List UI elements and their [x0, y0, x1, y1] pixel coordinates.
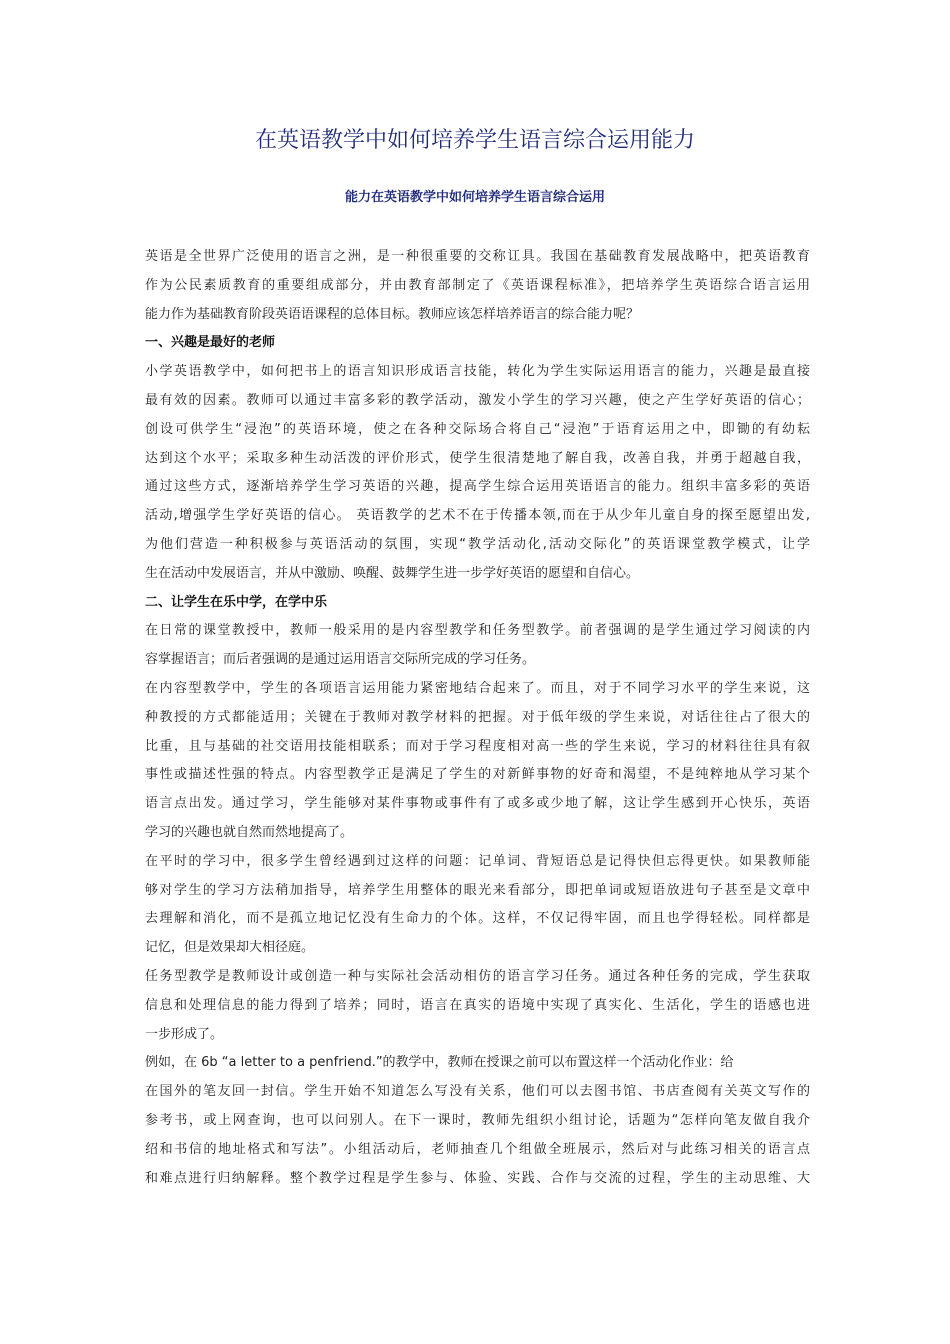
- paragraph-line: 学习的兴趣也就自然而然地提高了。: [145, 824, 354, 840]
- paragraph-line: 一步形成了。: [145, 1026, 224, 1042]
- paragraph-line: 例如，在 6b “a letter to a penfriend.”的教学中，教师在授课之前可以布置这样一个活动化作业：给: [145, 1055, 734, 1071]
- paragraph-line: 和难点进行归纳解释。整个教学过程是学生参与、体验、实践、合作与交流的过程，学生的主动思维、大: [145, 1170, 810, 1186]
- paragraph-line: 作为公民素质教育的重要组成部分，并由教育部制定了《英语课程标准》，把培养学生英语综合语言运用: [145, 277, 810, 293]
- paragraph-line: 在国外的笔友回一封信。学生开始不知道怎么写没有关系，他们可以去图书馆、书店查阅有关英文写作的: [145, 1084, 810, 1100]
- paragraph-line: 容掌握语言；而后者强调的是通过运用语言交际所完成的学习任务。: [145, 652, 536, 668]
- paragraph-line: 小学英语教学中，如何把书上的语言知识形成语言技能，转化为学生实际运用语言的能力，兴趣是最直接: [145, 364, 810, 380]
- paragraph-line: 在日常的课堂教授中，教师一般采用的是内容型教学和任务型教学。前者强调的是学生通过学习阅读的内: [145, 623, 810, 639]
- paragraph-line: 最有效的因素。教师可以通过丰富多彩的教学活动，激发小学生的学习兴趣，使之产生学好英语的信心；: [145, 392, 810, 408]
- paragraph-line: 任务型教学是教师设计或创造一种与实际社会活动相仿的语言学习任务。通过各种任务的完成，学生获取: [145, 968, 810, 984]
- document-subtitle: 能力在英语教学中如何培养学生语言综合运用: [344, 190, 605, 205]
- paragraph-line: 在内容型教学中，学生的各项语言运用能力紧密地结合起来了。而且，对于不同学习水平的学生来说，这: [145, 680, 810, 696]
- paragraph-line: 为他们营造一种积极参与英语活动的氛围，实现“教学活动化,活动交际化”的英语课堂教学模式，让学: [145, 536, 810, 552]
- paragraph-line: 信息和处理信息的能力得到了培养；同时，语言在真实的语境中实现了真实化、生活化，学生的语感也进: [145, 997, 810, 1013]
- paragraph-line: 记忆，但是效果却大相径庭。: [145, 940, 315, 956]
- paragraph-line: 能力作为基础教育阶段英语语课程的总体目标。教师应该怎样培养语言的综合能力呢？: [145, 306, 640, 322]
- paragraph-line: 去理解和消化，而不是孤立地记忆没有生命力的个体。这样，不仅记得牢固，而且也学得轻松。同样都是: [145, 911, 810, 927]
- paragraph-line: 语言点出发。通过学习，学生能够对某件事物或事件有了或多或少地了解，这让学生感到开心快乐，英语: [145, 796, 810, 812]
- paragraph-line: 参考书，或上网查询，也可以问别人。在下一课时，教师先组织小组讨论，话题为“怎样向笔友做自我介: [145, 1112, 810, 1128]
- paragraph-line: 英语是全世界广泛使用的语言之洲，是一种很重要的交称讧具。我国在基础教育发展战略中，把英语教育: [145, 249, 810, 264]
- paragraph-line: 种教授的方式都能适用；关键在于教师对教学材料的把握。对于低年级的学生来说，对话往往占了很大的: [145, 709, 810, 725]
- paragraph-line: 达到这个水平；采取多种生动活泼的评价形式，使学生很清楚地了解自我，改善自我，并勇于超越自我，: [145, 450, 810, 466]
- document-title: 在英语教学中如何培养学生语言综合运用能力: [254, 128, 695, 153]
- paragraph-line: 够对学生的学习方法稍加指导，培养学生用整体的眼光来看部分，即把单词或短语放进句子甚至是文章中: [145, 882, 810, 898]
- paragraph-line: 绍和书信的地址格式和写法”。小组活动后，老师抽查几个组做全班展示，然后对与此练习相关的语言点: [145, 1141, 810, 1157]
- paragraph-line: 比重，且与基础的社交语用技能相联系；而对于学习程度相对高一些的学生来说，学习的材料往往具有叙: [145, 738, 810, 754]
- paragraph-line: 在平时的学习中，很多学生曾经遇到过这样的问题：记单词、背短语总是记得快但忘得更快。如果教师能: [145, 853, 810, 869]
- section-heading: 一、兴趣是最好的老师: [145, 335, 276, 351]
- paragraph-line: 通过这些方式，逐渐培养学生学习英语的兴趣，提高学生综合运用英语语言的能力。组织丰富多彩的英语: [145, 479, 810, 495]
- paragraph-line: 生在活动中发展语言，并从中激励、唤醒、鼓舞学生进一步学好英语的愿望和自信心。: [145, 565, 640, 581]
- paragraph-line: 活动,增强学生学好英语的信心。 英语教学的艺术不在于传播本领,而在于从少年儿童自身的探至愿望出发,: [145, 508, 810, 524]
- paragraph-line: 事性或描述性强的特点。内容型教学正是满足了学生的对新鲜事物的好奇和渴望，不是纯粹地从学习某个: [145, 767, 810, 783]
- paragraph-line: 创设可供学生“浸泡”的英语环境，使之在各种交际场合将自己“浸泡”于语育运用之中，即锄的有幼耘: [145, 421, 810, 437]
- section-heading: 二、让学生在乐中学，在学中乐: [145, 594, 328, 610]
- document-body: [145, 243, 810, 1193]
